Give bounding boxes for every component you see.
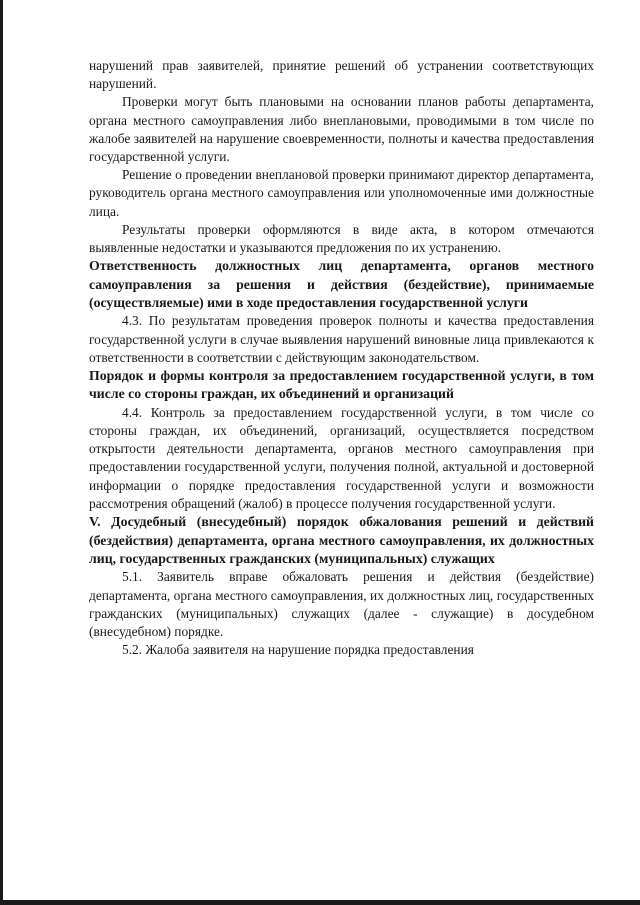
paragraph-continuation: нарушений прав заявителей, принятие решений об устранении соответствующих нарушений. — [89, 58, 594, 92]
paragraph-inspection-results: Результаты проверки оформляются в виде акта, в котором отмечаются выявленные недостатки и указываются предложения по их устранению. — [89, 221, 594, 256]
scan-border-bottom — [0, 900, 640, 905]
paragraph-5-2: 5.2. Жалоба заявителя на нарушение порядка предоставления — [122, 642, 474, 658]
document-page — [89, 57, 594, 659]
section-heading-appeal: V. Досудебный (внесудебный) порядок обжалования решений и действий (бездействия) департамента, органа местного самоуправления, их должностных лиц, государственных гражданских (муниципальных) служащих — [89, 514, 594, 566]
paragraph-4-4: 4.4. Контроль за предоставлением государственной услуги, в том числе со стороны граждан, их объединений, организаций, осуществляется посредством открытости деятельности департамента, органов местного самоуправления при предоставлении государственной услуги, получения полной, актуальной и достоверной информации о порядке предоставления государственной услуги и возможности рассмотрения обращений (жалоб) в процессе получения государственной услуги. — [89, 404, 594, 511]
scan-border-left — [0, 0, 3, 905]
paragraph-5-1: 5.1. Заявитель вправе обжаловать решения и действия (бездействие) департамента, органа местного самоуправления, их должностных лиц, государственных гражданских (муниципальных) служащих (далее - служащие) в досудебном (внесудебном) порядке. — [89, 569, 594, 639]
paragraph-unscheduled-decision: Решение о проведении внеплановой проверки принимают директор департамента, руководитель органа местного самоуправления или уполномоченные ими должностные лица. — [89, 167, 594, 219]
paragraph-inspections-types: Проверки могут быть плановыми на основании планов работы департамента, органа местного самоуправления либо внеплановыми, проводимыми в том числе по жалобе заявителей на нарушение своевременности, полноты и качества предоставления государственной услуги. — [89, 94, 594, 165]
section-heading-responsibility: Ответственность должностных лиц департамента, органов местного самоуправления за решения и действия (бездействие), принимаемые (осуществляемые) ими в ходе предоставления государственной услуги — [89, 258, 594, 311]
paragraph-4-3: 4.3. По результатам проведения проверок полноты и качества предоставления государственной услуги в случае выявления нарушений виновные лица привлекаются к ответственности в соответствии с действующим законодательством. — [89, 313, 594, 365]
section-heading-control-forms: Порядок и формы контроля за предоставлением государственной услуги, в том числе со стороны граждан, их объединений и организаций — [89, 368, 594, 402]
